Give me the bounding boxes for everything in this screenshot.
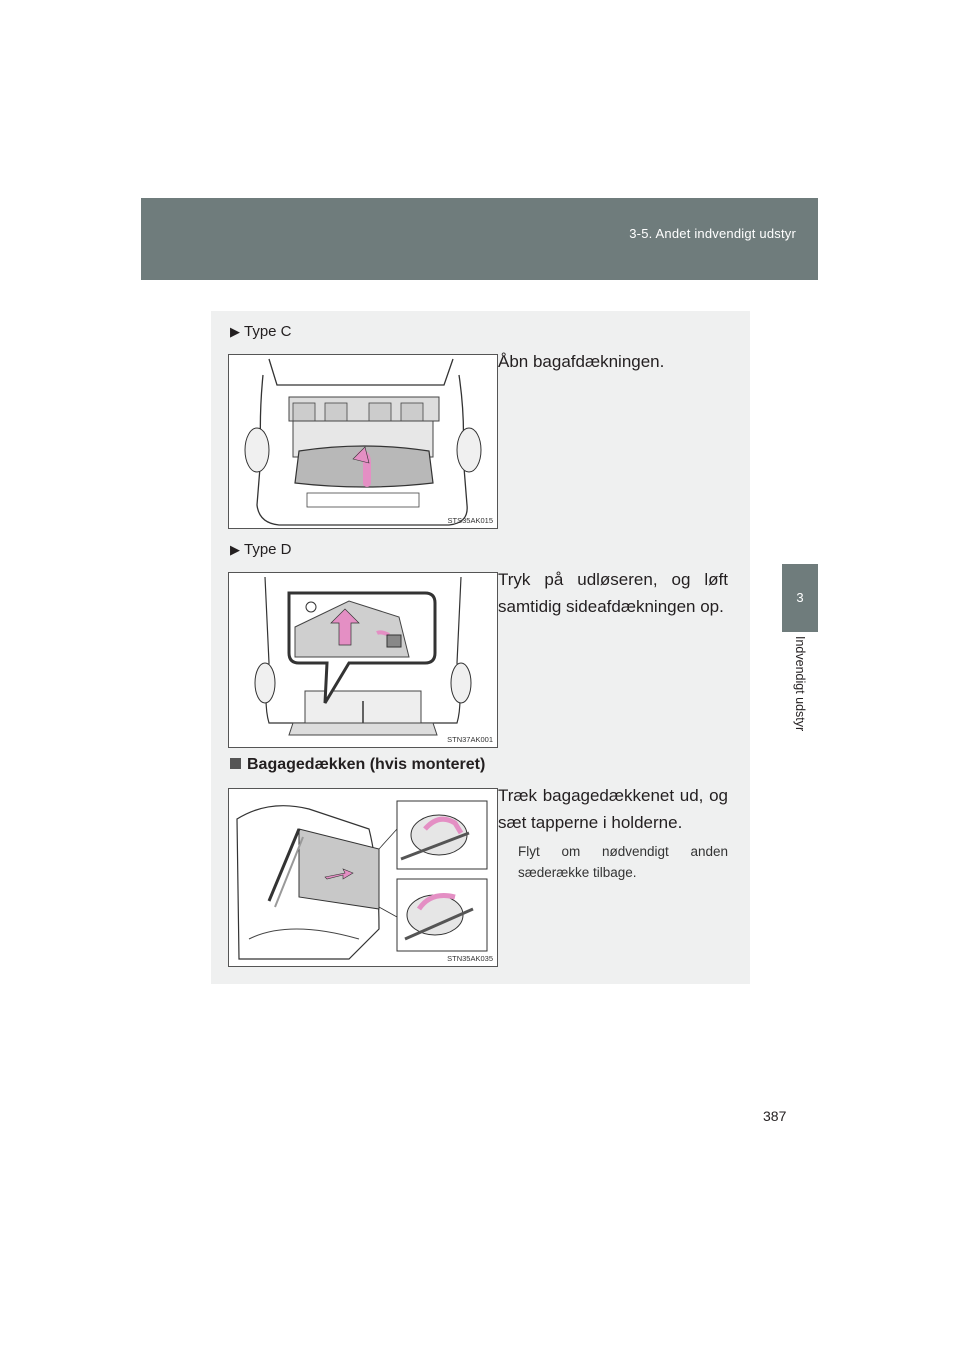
luggage-cover-instruction: Træk bagagedækkenet ud, og sæt tapperne i holderne. bbox=[498, 786, 728, 832]
header-bar bbox=[141, 198, 818, 280]
type-c-instruction: Åbn bagafdækningen. bbox=[498, 352, 665, 371]
chapter-tab[interactable]: 3 bbox=[782, 564, 818, 632]
type-c-label: ▶ Type C bbox=[230, 323, 292, 340]
type-d-figure bbox=[228, 572, 498, 748]
figure-code: STS35AK015 bbox=[447, 516, 493, 525]
type-d-instruction: Tryk på udløseren, og løft samtidig sideafdækningen op. bbox=[498, 570, 728, 616]
trunk-open-illustration bbox=[229, 355, 497, 528]
section-title: 3-5. Andet indvendigt udstyr bbox=[629, 226, 796, 241]
figure-code: STN35AK035 bbox=[447, 954, 493, 963]
luggage-cover-note: Flyt om nødvendigt anden sæderække tilbage. bbox=[518, 844, 728, 880]
triangle-bullet-icon: ▶ bbox=[230, 324, 240, 339]
type-c-figure bbox=[228, 354, 498, 529]
figure-code: STN37AK001 bbox=[447, 735, 493, 744]
page-number: 387 bbox=[763, 1108, 787, 1124]
triangle-bullet-icon: ▶ bbox=[230, 542, 240, 557]
luggage-cover-figure bbox=[228, 788, 498, 967]
type-d-label: ▶ Type D bbox=[230, 541, 292, 558]
chapter-label-text: Indvendigt udstyr bbox=[793, 636, 807, 732]
luggage-cover-heading: Bagagedækken (hvis monteret) bbox=[230, 756, 485, 774]
chapter-label bbox=[775, 636, 825, 766]
square-bullet-icon bbox=[230, 758, 241, 769]
side-cover-illustration bbox=[229, 573, 497, 747]
luggage-cover-illustration bbox=[229, 789, 497, 966]
content-panel bbox=[211, 311, 750, 984]
